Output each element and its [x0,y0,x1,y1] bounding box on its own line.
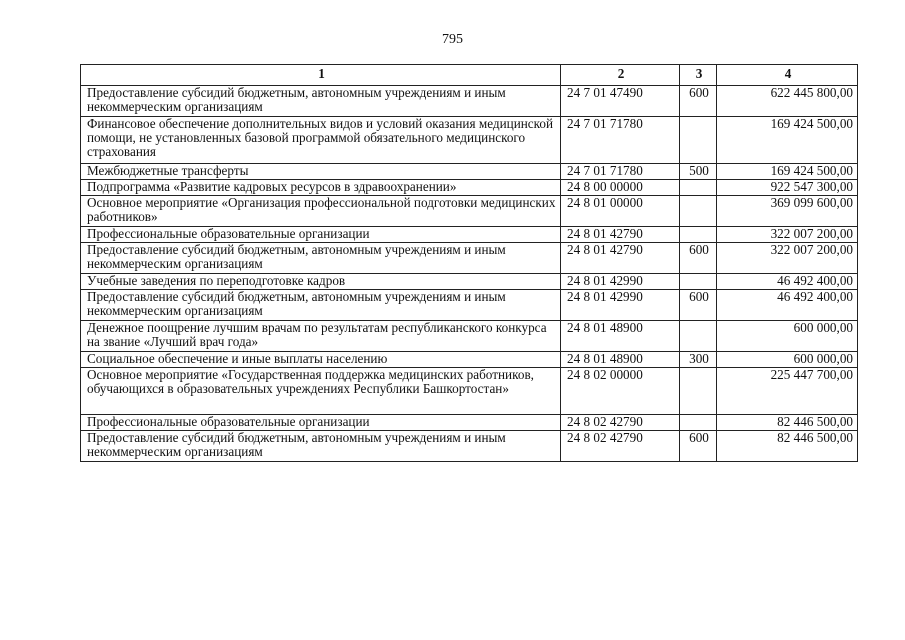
page-number: 795 [442,32,463,47]
row-type: 300 [680,352,717,368]
table-row [81,321,858,352]
budget-table [80,64,858,462]
row-amount: 322 007 200,00 [717,243,858,274]
row-name: Предоставление субсидий бюджетным, автономным учреждениям и иным некоммерческим организациям [81,431,561,462]
row-name: Межбюджетные трансферты [81,164,561,180]
table-row [81,227,858,243]
row-code: 24 8 01 48900 [561,352,680,368]
table-row [81,196,858,227]
table-row [81,86,858,117]
row-code: 24 8 02 42790 [561,431,680,462]
row-type [680,196,717,227]
column-header-amount: 4 [717,65,858,86]
row-type: 600 [680,86,717,117]
row-code: 24 8 01 42990 [561,274,680,290]
row-amount: 600 000,00 [717,352,858,368]
row-type [680,368,717,415]
table-row [81,243,858,274]
row-type [680,180,717,196]
row-amount: 922 547 300,00 [717,180,858,196]
table-row [81,431,858,462]
row-name: Предоставление субсидий бюджетным, автономным учреждениям и иным некоммерческим организациям [81,290,561,321]
row-code: 24 8 01 42790 [561,243,680,274]
table-row [81,290,858,321]
row-code: 24 8 01 00000 [561,196,680,227]
column-header-name: 1 [81,65,561,86]
row-amount: 622 445 800,00 [717,86,858,117]
row-type [680,415,717,431]
row-type [680,321,717,352]
row-code: 24 7 01 71780 [561,164,680,180]
row-name: Предоставление субсидий бюджетным, автономным учреждениям и иным некоммерческим организациям [81,243,561,274]
row-type: 600 [680,290,717,321]
row-code: 24 7 01 47490 [561,86,680,117]
row-type [680,117,717,164]
row-amount: 46 492 400,00 [717,290,858,321]
table-row [81,164,858,180]
table-row [81,415,858,431]
row-code: 24 8 01 48900 [561,321,680,352]
table-row [81,352,858,368]
row-type [680,274,717,290]
row-name: Учебные заведения по переподготовке кадров [81,274,561,290]
row-amount: 82 446 500,00 [717,431,858,462]
row-amount: 82 446 500,00 [717,415,858,431]
row-type: 500 [680,164,717,180]
table-row [81,180,858,196]
table-header-row [81,65,858,86]
table-row [81,368,858,415]
row-code: 24 8 02 42790 [561,415,680,431]
row-amount: 225 447 700,00 [717,368,858,415]
row-amount: 600 000,00 [717,321,858,352]
row-name: Основное мероприятие «Организация профессиональной подготовки медицинских работников» [81,196,561,227]
row-amount: 169 424 500,00 [717,117,858,164]
table-row [81,117,858,164]
row-name: Профессиональные образовательные организации [81,415,561,431]
row-type: 600 [680,243,717,274]
row-amount: 369 099 600,00 [717,196,858,227]
row-name: Денежное поощрение лучшим врачам по результатам республиканского конкурса на звание «Лучший врач года» [81,321,561,352]
row-type [680,227,717,243]
row-name: Социальное обеспечение и иные выплаты населению [81,352,561,368]
table-row [81,274,858,290]
row-amount: 46 492 400,00 [717,274,858,290]
column-header-type: 3 [680,65,717,86]
row-name: Основное мероприятие «Государственная поддержка медицинских работников, обучающихся в образовательных учреждениях Республики Башкортостан» [81,368,561,415]
row-name: Профессиональные образовательные организации [81,227,561,243]
row-code: 24 8 01 42990 [561,290,680,321]
row-code: 24 8 01 42790 [561,227,680,243]
row-name: Подпрограмма «Развитие кадровых ресурсов в здравоохранении» [81,180,561,196]
row-code: 24 8 02 00000 [561,368,680,415]
row-code: 24 7 01 71780 [561,117,680,164]
row-name: Предоставление субсидий бюджетным, автономным учреждениям и иным некоммерческим организациям [81,86,561,117]
row-name: Финансовое обеспечение дополнительных видов и условий оказания медицинской помощи, не установленных базовой программой обязательного медицинского страхования [81,117,561,164]
column-header-code: 2 [561,65,680,86]
row-amount: 169 424 500,00 [717,164,858,180]
row-amount: 322 007 200,00 [717,227,858,243]
row-type: 600 [680,431,717,462]
row-code: 24 8 00 00000 [561,180,680,196]
